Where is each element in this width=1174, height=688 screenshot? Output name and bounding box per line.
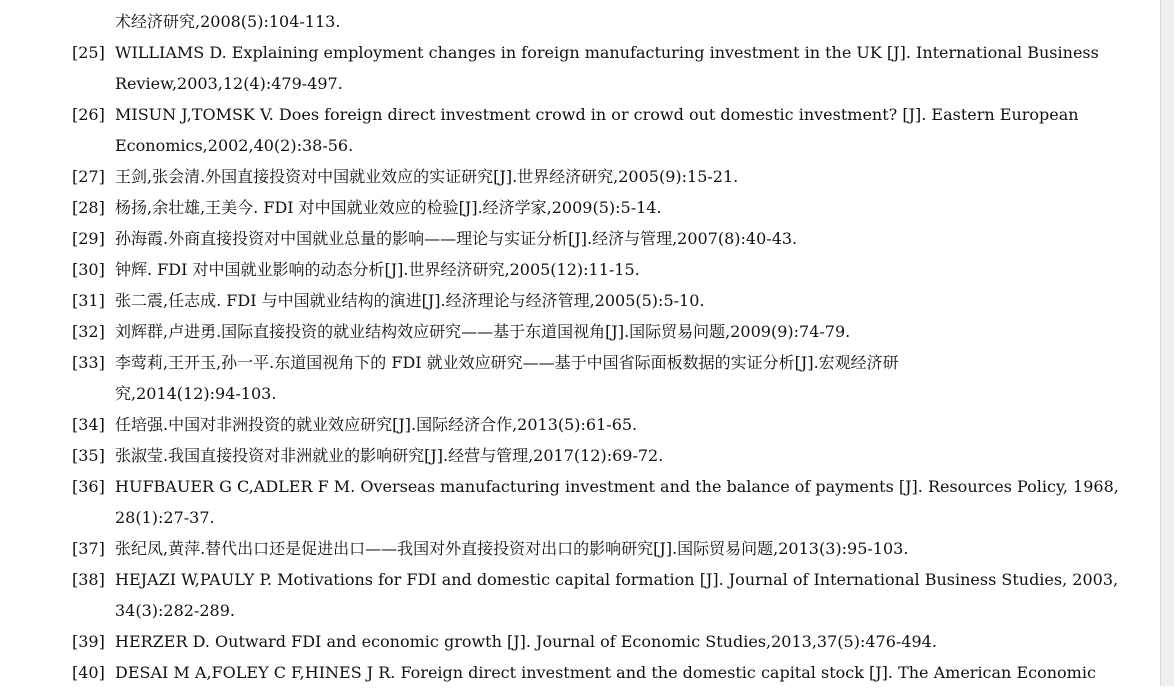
reference-text: 28(1):27-37. xyxy=(115,508,215,527)
reference-number: [31] xyxy=(72,291,105,310)
reference-entry xyxy=(0,161,1160,192)
reference-entry xyxy=(0,533,1160,564)
reference-entry xyxy=(0,347,1160,378)
reference-text: 任培强.中国对非洲投资的就业效应研究[J].国际经济合作,2013(5):61-65. xyxy=(115,415,638,434)
reference-entry xyxy=(0,626,1160,657)
reference-number: [29] xyxy=(72,229,105,248)
reference-text: Review,2003,12(4):479-497. xyxy=(115,74,343,93)
reference-entry xyxy=(0,99,1160,130)
reference-text: 杨扬,余壮雄,王美今. FDI 对中国就业效应的检验[J].经济学家,2009(5):5-14. xyxy=(115,198,662,217)
reference-entry xyxy=(0,254,1160,285)
reference-number: [39] xyxy=(72,632,105,651)
reference-text: 术经济研究,2008(5):104-113. xyxy=(115,12,341,31)
reference-text: MISUN J,TOMSK V. Does foreign direct investment crowd in or crowd out domestic investment? [J]. Eastern European xyxy=(115,105,1079,124)
reference-text: 究,2014(12):94-103. xyxy=(115,384,277,403)
reference-text: 34(3):282-289. xyxy=(115,601,235,620)
reference-continuation-line xyxy=(0,502,1160,533)
reference-continuation-line xyxy=(0,68,1160,99)
reference-number: [33] xyxy=(72,353,105,372)
reference-number: [36] xyxy=(72,477,105,496)
reference-text: 李莺莉,王开玉,孙一平.东道国视角下的 FDI 就业效应研究——基于中国省际面板数据的实证分析[J].宏观经济研 xyxy=(115,353,899,372)
reference-text: 刘辉群,卢进勇.国际直接投资的就业结构效应研究——基于东道国视角[J].国际贸易问题,2009(9):74-79. xyxy=(115,322,851,341)
reference-entry xyxy=(0,223,1160,254)
reference-text: 孙海霞.外商直接投资对中国就业总量的影响——理论与实证分析[J].经济与管理,2007(8):40-43. xyxy=(115,229,798,248)
reference-text: 张淑莹.我国直接投资对非洲就业的影响研究[J].经营与管理,2017(12):69-72. xyxy=(115,446,664,465)
reference-entry xyxy=(0,564,1160,595)
reference-continuation-line xyxy=(0,595,1160,626)
vertical-scrollbar[interactable] xyxy=(1160,0,1174,686)
reference-number: [35] xyxy=(72,446,105,465)
reference-continuation-line xyxy=(0,378,1160,409)
reference-entry xyxy=(0,657,1160,688)
reference-text: HUFBAUER G C,ADLER F M. Overseas manufacturing investment and the balance of payments [J]. Resources Policy, 1968, xyxy=(115,477,1119,496)
reference-number: [26] xyxy=(72,105,105,124)
reference-entry xyxy=(0,285,1160,316)
reference-text: WILLIAMS D. Explaining employment changes in foreign manufacturing investment in the UK [J]. International Business xyxy=(115,43,1099,62)
reference-text: 张二震,任志成. FDI 与中国就业结构的演进[J].经济理论与经济管理,2005(5):5-10. xyxy=(115,291,705,310)
reference-number: [40] xyxy=(72,663,105,682)
reference-number: [28] xyxy=(72,198,105,217)
reference-text: HERZER D. Outward FDI and economic growth [J]. Journal of Economic Studies,2013,37(5):476-494. xyxy=(115,632,937,651)
reference-entry xyxy=(0,409,1160,440)
reference-continuation-line xyxy=(0,130,1160,161)
reference-number: [32] xyxy=(72,322,105,341)
reference-entry xyxy=(0,316,1160,347)
reference-text: DESAI M A,FOLEY C F,HINES J R. Foreign direct investment and the domestic capital stock [J]. The American Economic xyxy=(115,663,1096,682)
reference-text: 钟辉. FDI 对中国就业影响的动态分析[J].世界经济研究,2005(12):11-15. xyxy=(115,260,640,279)
reference-text: HEJAZI W,PAULY P. Motivations for FDI and domestic capital formation [J]. Journal of International Business Studies, 2003, xyxy=(115,570,1119,589)
reference-number: [34] xyxy=(72,415,105,434)
reference-text: 张纪凤,黄萍.替代出口还是促进出口——我国对外直接投资对出口的影响研究[J].国际贸易问题,2013(3):95-103. xyxy=(115,539,909,558)
reference-number: [27] xyxy=(72,167,105,186)
reference-number: [37] xyxy=(72,539,105,558)
reference-entry xyxy=(0,471,1160,502)
reference-entry xyxy=(0,440,1160,471)
reference-text: 王剑,张会清.外国直接投资对中国就业效应的实证研究[J].世界经济研究,2005(9):15-21. xyxy=(115,167,739,186)
reference-text: Economics,2002,40(2):38-56. xyxy=(115,136,354,155)
reference-list xyxy=(0,6,1160,688)
reference-number: [30] xyxy=(72,260,105,279)
reference-entry xyxy=(0,192,1160,223)
reference-number: [38] xyxy=(72,570,105,589)
reference-entry xyxy=(0,37,1160,68)
reference-entry xyxy=(0,6,1160,37)
reference-number: [25] xyxy=(72,43,105,62)
